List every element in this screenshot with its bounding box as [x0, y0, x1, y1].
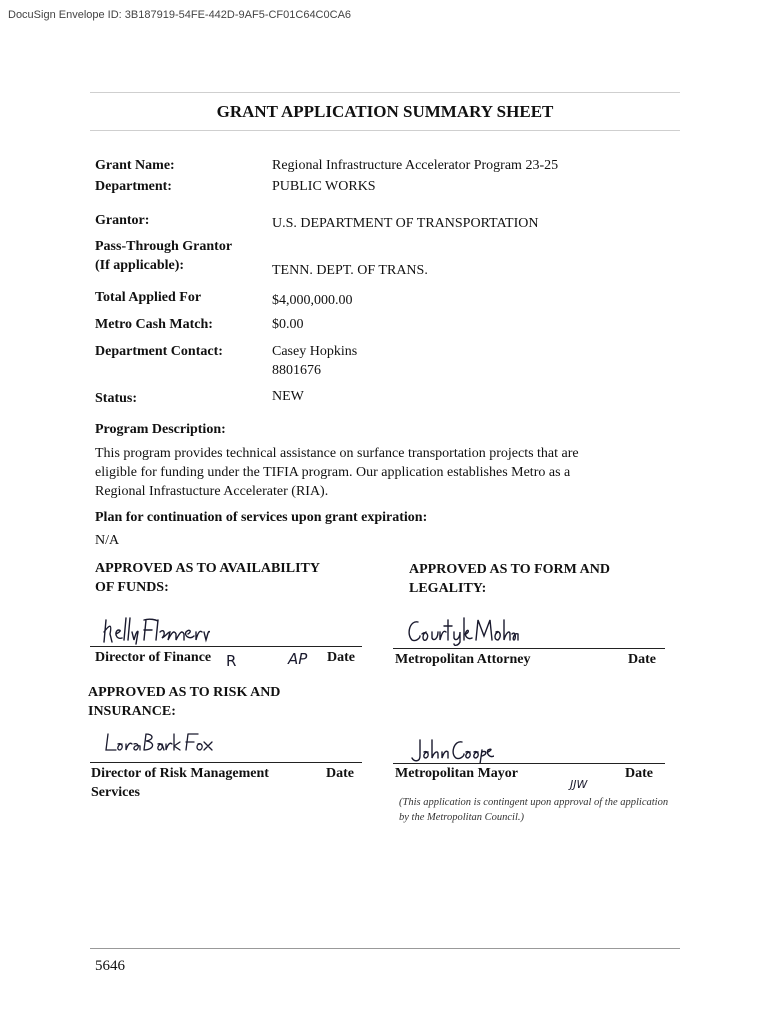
page-number: 5646 [95, 958, 125, 974]
mayor-note-line: (This application is contingent upon approval of the application [399, 797, 669, 808]
program-description [95, 444, 695, 501]
top-rule-2 [90, 130, 680, 131]
signature-attorney [404, 612, 520, 646]
date-label-risk: Date [326, 766, 354, 781]
pass-through-label-1: Pass-Through Grantor [95, 239, 233, 254]
pass-through-value: TENN. DEPT. OF TRANS. [272, 263, 428, 278]
cash-match-label: Metro Cash Match: [95, 317, 213, 332]
program-description-line: Regional Infrastucture Accelerater (RIA). [95, 484, 329, 499]
contact-phone: 8801676 [272, 363, 321, 378]
continuation-value: N/A [95, 533, 120, 548]
total-applied-value: $4,000,000.00 [272, 293, 353, 308]
grantor-label: Grantor: [95, 213, 150, 228]
top-rule-1 [90, 92, 680, 93]
signature-line-attorney [393, 648, 665, 649]
initials-finance-1: R [226, 652, 237, 670]
date-label-attorney: Date [628, 652, 656, 667]
director-finance-label: Director of Finance [95, 650, 212, 665]
contact-label: Department Contact: [95, 344, 223, 359]
footer-rule [90, 948, 680, 949]
initials-mayor: JJW [570, 778, 588, 791]
grant-name-value: Regional Infrastructure Accelerator Program 23-25 [272, 158, 559, 173]
approval-form-heading-1: APPROVED AS TO FORM AND [409, 562, 610, 577]
metropolitan-attorney-label: Metropolitan Attorney [395, 652, 531, 667]
date-label-mayor: Date [625, 766, 653, 781]
status-value: NEW [272, 389, 304, 404]
approval-funds-heading-1: APPROVED AS TO AVAILABILITY [95, 561, 320, 576]
envelope-id: DocuSign Envelope ID: 3B187919-54FE-442D-9AF5-CF01C64C0CA6 [8, 9, 352, 21]
total-applied-label: Total Applied For [95, 290, 202, 305]
cash-match-value: $0.00 [272, 317, 304, 332]
director-risk-label-1: Director of Risk Management [91, 766, 269, 781]
approval-form-heading-2: LEGALITY: [409, 581, 487, 596]
metropolitan-mayor-label: Metropolitan Mayor [395, 766, 518, 781]
pass-through-label-2: (If applicable): [95, 258, 185, 273]
mayor-note-line: by the Metropolitan Council.) [399, 812, 525, 823]
page-title: GRANT APPLICATION SUMMARY SHEET [216, 102, 554, 121]
signature-mayor [410, 736, 494, 764]
date-label-finance: Date [327, 650, 355, 665]
approval-funds-heading-2: OF FUNDS: [95, 580, 169, 595]
program-description-heading: Program Description: [95, 422, 226, 437]
grant-name-label: Grant Name: [95, 158, 175, 173]
signature-finance [100, 612, 210, 646]
contact-name: Casey Hopkins [272, 344, 358, 359]
signature-line-risk [90, 762, 362, 763]
continuation-heading: Plan for continuation of services upon grant expiration: [95, 510, 428, 525]
status-label: Status: [95, 391, 138, 406]
approval-risk-heading-1: APPROVED AS TO RISK AND [88, 685, 281, 700]
director-risk-label-2: Services [91, 785, 140, 800]
department-label: Department: [95, 179, 172, 194]
program-description-line: eligible for funding under the TIFIA program. Our application establishes Metro as a [95, 465, 571, 480]
program-description-line: This program provides technical assistance on surfance transportation projects that are [95, 446, 579, 461]
approval-risk-heading-2: INSURANCE: [88, 704, 176, 719]
signature-line-finance [90, 646, 362, 647]
signature-risk [102, 730, 214, 756]
grantor-value: U.S. DEPARTMENT OF TRANSPORTATION [272, 216, 539, 231]
initials-finance-2: AP [288, 650, 308, 668]
department-value: PUBLIC WORKS [272, 179, 376, 194]
mayor-note [399, 795, 699, 825]
signature-line-mayor [393, 763, 665, 764]
